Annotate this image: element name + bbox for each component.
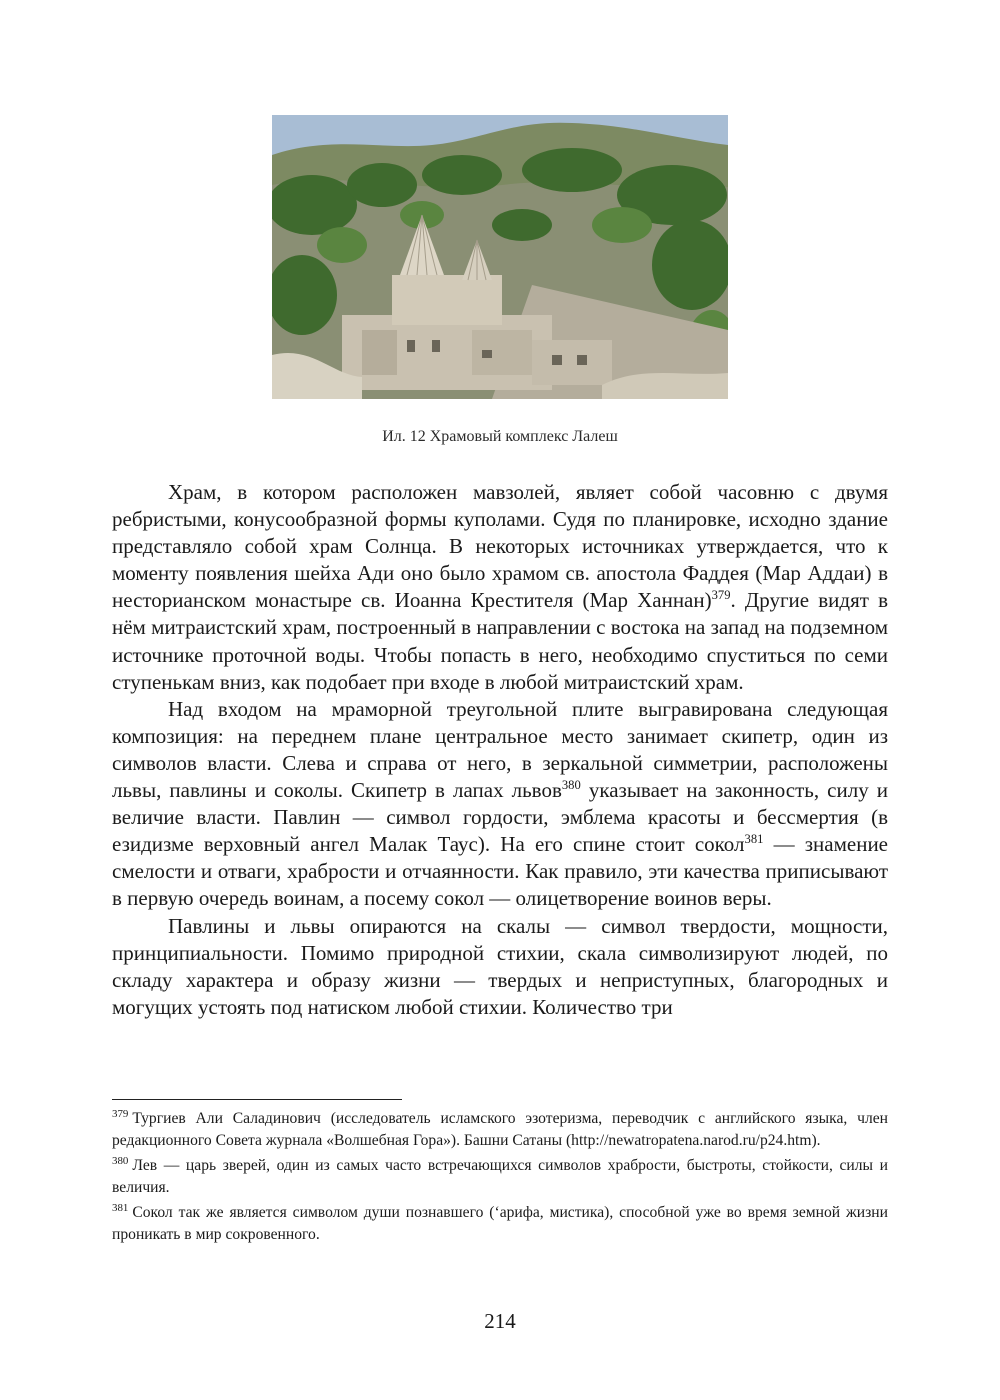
footnote-separator	[112, 1099, 402, 1100]
footnote	[112, 1108, 888, 1151]
body-text	[112, 479, 888, 1021]
paragraph-text: Павлины и львы опираются на скалы — символ твердости, мощности, принципиальности. Помимо природной стихии, скала символизируют людей, по складу характера и образу жизни — твердых и неприступных, благородных и могущих устоять под натиском любой стихии. Количество три	[112, 913, 888, 1019]
paragraph	[112, 479, 888, 696]
paragraph-text: Над входом на мраморной треугольной плите выгравирована следующая композиция: на переднем плане центральное место занимает скипетр, один из символов власти. Слева и справа от него, в зеркальной симметрии, расположены львы, павлины и соколы. Скипетр в лапах львов	[112, 696, 888, 803]
footnote	[112, 1155, 888, 1198]
paragraph-text: — знамение смелости и отваги, храбрости и отчаянности. Как правило, эти качества приписывают в первую очередь воинам, а посему сокол — олицетворение воинов веры.	[112, 832, 889, 911]
temple-photo-illustration	[272, 115, 728, 399]
paragraph-text: Храм, в котором расположен мавзолей, являет собой часовню с двумя ребристыми, конусообразной формы куполами. Судя по планировке, исходно здание представляло собой храм Солнца. В некоторых источниках утверждается, что к моменту появления шейха Ади оно было храмом св. апостола Фаддея (Мар Аддаи) в несторианском монастыре св. Иоанна Крестителя (Мар Ханнан)	[112, 480, 888, 613]
footnote-text: Тургиев Али Саладинович (исследователь исламского эзотеризма, переводчик с английского языка, член редакционного Совета журнала «Волшебная Гора»). Башни Сатаны (http://newatropatena.narod.ru/p24.htm).	[112, 1110, 888, 1149]
footnote-reference: 381	[744, 832, 764, 847]
footnote-number: 379	[112, 1107, 129, 1120]
paragraph	[112, 696, 888, 913]
footnote-text: Сокол так же является символом души познавшего (‘арифа, мистика), способной уже во время земной жизни проникать в мир сокровенного.	[112, 1204, 888, 1243]
page-number: 214	[484, 1309, 516, 1333]
temple-photo	[272, 115, 728, 399]
footnote-text: Лев — царь зверей, один из самых часто встречающихся символов храбрости, быстроты, стойкости, силы и величия.	[112, 1157, 888, 1196]
footnote-reference: 379	[711, 588, 731, 603]
footnotes	[112, 1108, 888, 1249]
paragraph-text: . Другие видят в нём митраистский храм, построенный в направлении с востока на запад на подземном источнике проточной воды. Чтобы попасть в него, необходимо спуститься по семи ступенькам вниз, как подобает при входе в любой митраистский храм.	[112, 588, 889, 694]
paragraph-text: указывает на законность, силу и величие власти. Павлин — символ гордости, эмблема красоты и бессмертия (в езидизме верховный ангел Малак Таус). На его спине стоит сокол	[112, 778, 888, 857]
footnote-number: 380	[112, 1154, 129, 1167]
footnote-number: 381	[112, 1201, 129, 1214]
footnote-reference: 380	[561, 778, 581, 793]
figure-caption: Ил. 12 Храмовый комплекс Лалеш	[382, 428, 618, 445]
footnote	[112, 1202, 888, 1245]
paragraph	[112, 913, 888, 1021]
